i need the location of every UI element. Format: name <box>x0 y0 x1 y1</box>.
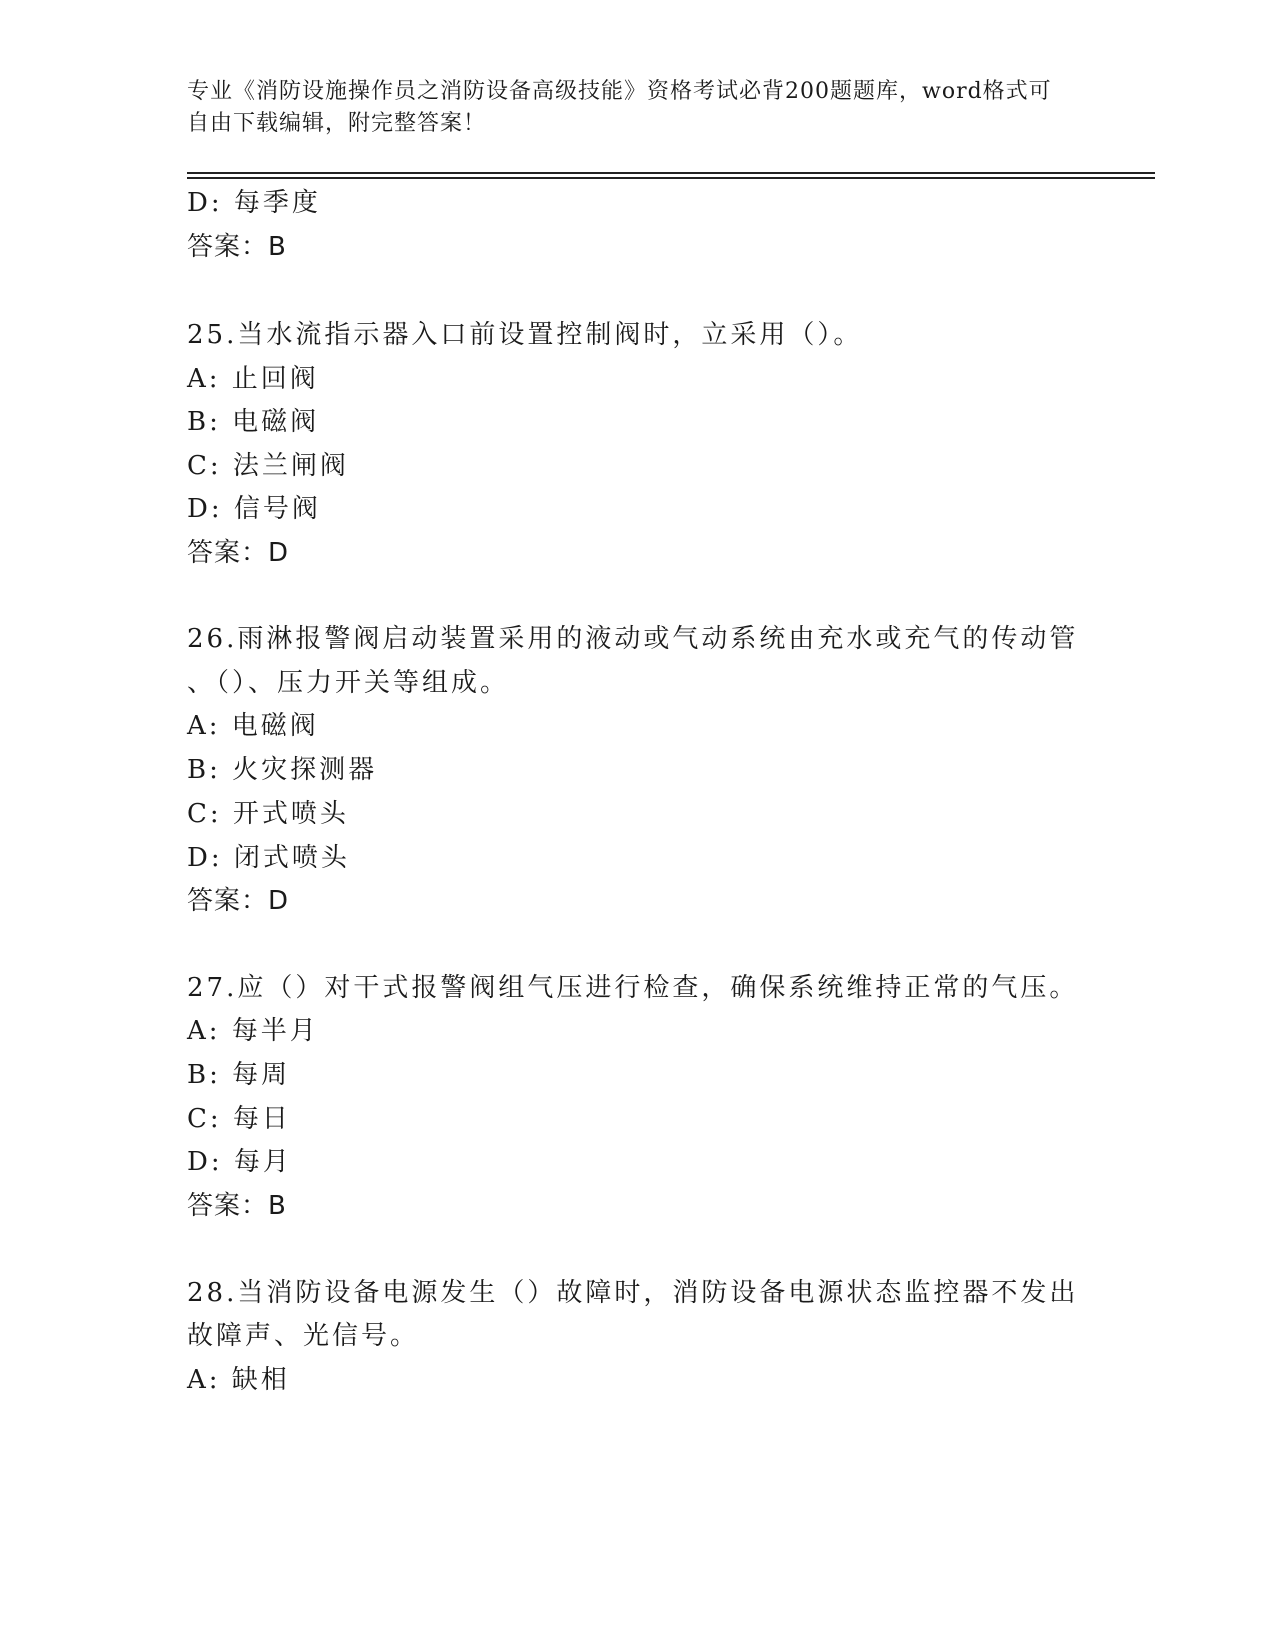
q27-option-d: D: 每月 <box>187 1147 292 1177</box>
q25-option-a: A: 止回阀 <box>187 364 319 394</box>
q28-option-a: A: 缺相 <box>187 1365 290 1395</box>
q26-stem-line2: 、（）、压力开关等组成。 <box>187 668 510 698</box>
q26-option-c: C: 开式喷头 <box>187 799 349 829</box>
q26-option-b: B: 火灾探测器 <box>187 755 378 785</box>
q26-stem-line1: 26.雨淋报警阀启动装置采用的液动或气动系统由充水或充气的传动管 <box>187 624 1079 654</box>
q25-option-d: D: 信号阀 <box>187 494 321 524</box>
q27-option-c: C: 每日 <box>187 1104 291 1134</box>
q25-stem: 25.当水流指示器入口前设置控制阀时，立采用（）。 <box>187 320 863 350</box>
fragment-option-d: D: 每季度 <box>187 188 321 218</box>
q25-answer: 答案：D <box>187 538 290 568</box>
q28-stem-line2: 故障声、光信号。 <box>187 1321 420 1351</box>
q26-answer: 答案：D <box>187 886 290 916</box>
header-rule-bottom <box>187 177 1155 179</box>
fragment-answer: 答案：B <box>187 232 287 262</box>
q25-option-c: C: 法兰闸阀 <box>187 451 349 481</box>
header-rule-top <box>187 172 1155 174</box>
q27-answer: 答案：B <box>187 1191 287 1221</box>
document-header: 专业《消防设施操作员之消防设备高级技能》资格考试必背200题题库，word格式可自由下载编辑，附完整答案！ <box>187 79 1052 136</box>
q26-option-a: A: 电磁阀 <box>187 711 319 741</box>
q26-option-d: D: 闭式喷头 <box>187 843 350 873</box>
q27-option-a: A: 每半月 <box>187 1016 319 1046</box>
q28-stem-line1: 28.当消防设备电源发生（）故障时，消防设备电源状态监控器不发出 <box>187 1278 1079 1308</box>
q27-stem: 27.应（）对干式报警阀组气压进行检查，确保系统维持正常的气压。 <box>187 973 1079 1003</box>
q27-option-b: B: 每周 <box>187 1060 291 1090</box>
q25-option-b: B: 电磁阀 <box>187 407 320 437</box>
